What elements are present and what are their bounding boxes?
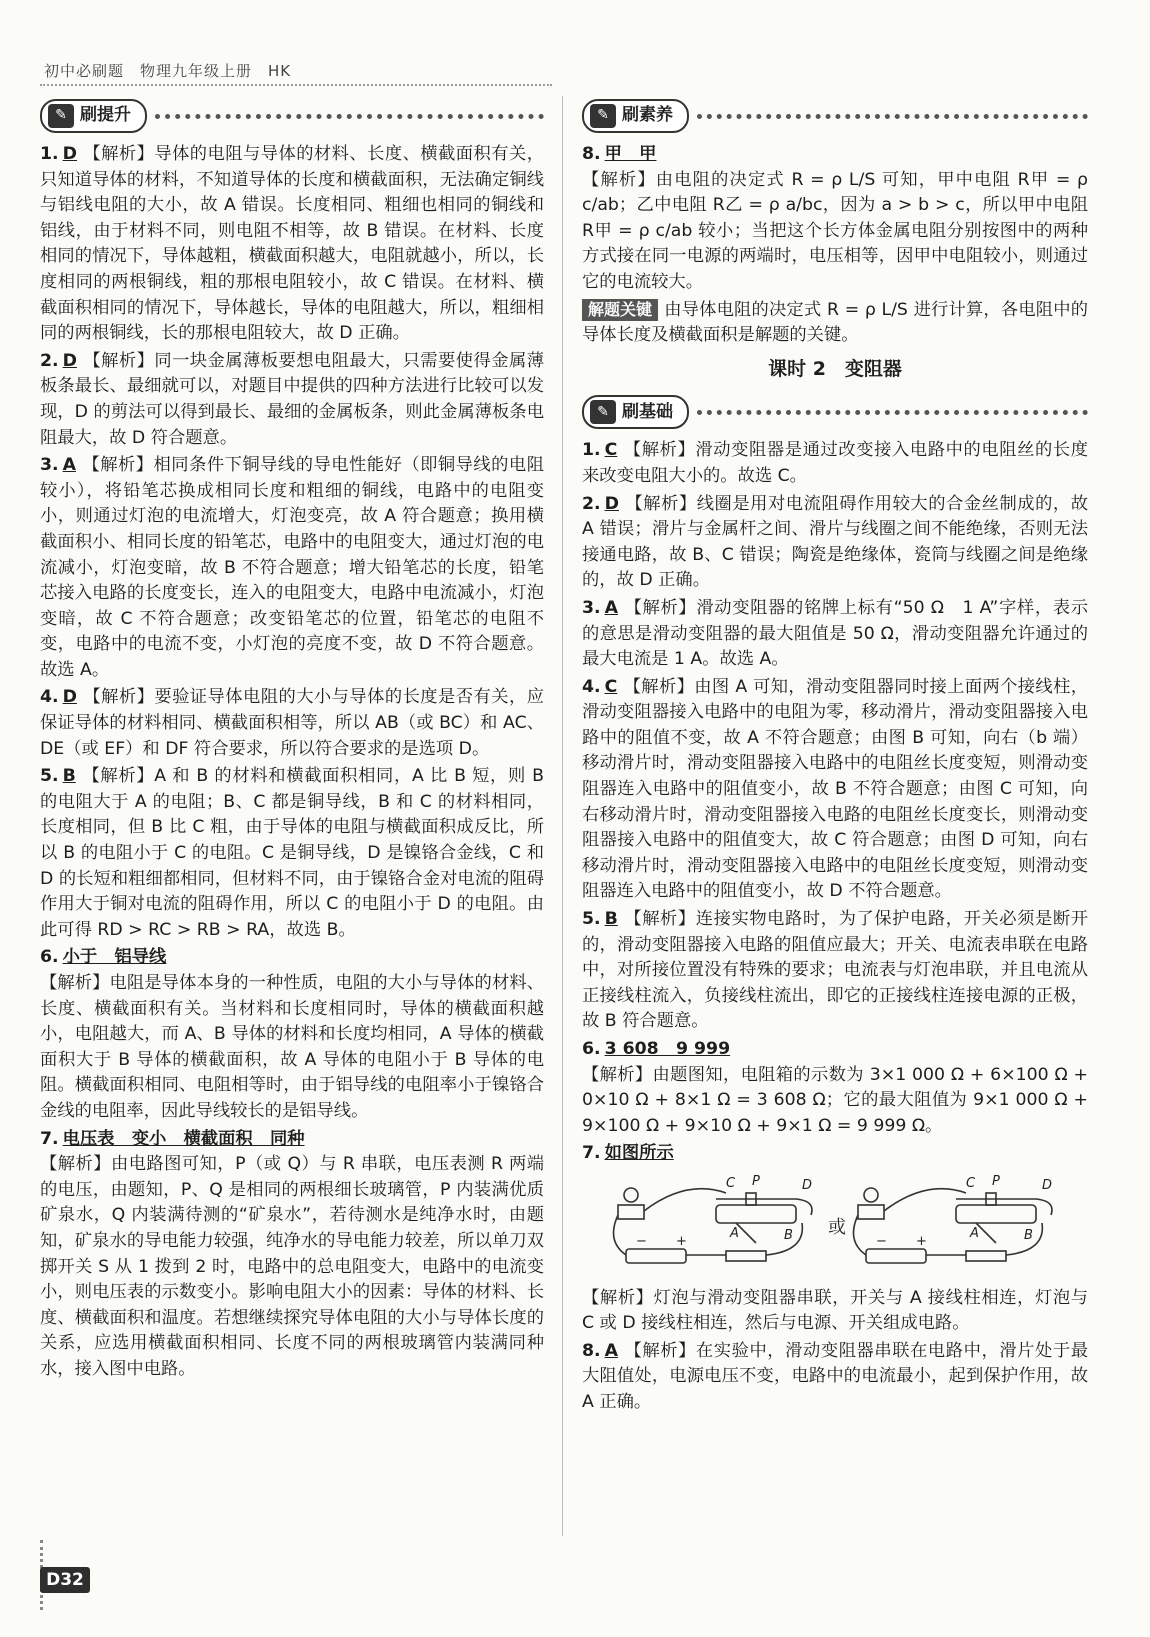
item-number: 5. [40, 766, 59, 787]
answer-item [582, 438, 1088, 489]
answer-item [582, 907, 1088, 1035]
rheostat-coil [956, 1205, 1036, 1223]
item-answer: B [62, 766, 76, 787]
terminal-label-c: C [966, 1175, 976, 1191]
answer-item [582, 492, 1088, 594]
key-point-tag: 解题关键 [582, 299, 658, 321]
item-explanation: 【解析】线圈是用对电流阻碍作用较大的合金丝制成的，故 A 错误；滑片与金属杆之间、滑片与线圈之间不能绝缘，否则无法接通电路，故 B、C 错误；陶瓷是绝缘体，瓷筒与线圈之间是绝缘的，故 D 正确。 [582, 493, 1088, 591]
item-number: 5. [582, 909, 601, 930]
terminal-label-b: B [1024, 1227, 1033, 1243]
column-divider [562, 96, 563, 1536]
wire [854, 1215, 867, 1255]
item-number: 1. [582, 440, 601, 461]
wire [614, 1215, 627, 1255]
section-badge-label: 刷提升 [80, 105, 131, 126]
item-explanation: 【解析】由图 A 可知，滑动变阻器同时接上面两个接线柱，滑动变阻器接入电路中的电阻为零，移动滑片，滑动变阻器接入电路中的阻值不变，故 A 不符合题意；由图 B 可知，向右（b 端）移动滑片时，滑动变阻器接入电路中的电阻丝长度变短，则滑动变阻器连入电路中的阻值变小，故 B 不符合题意；由图 C 可知，向右移动滑片时，滑动变阻器接入电路的电阻丝长度变长，则滑动变阻器接入电路中的阻值变大，故 C 符合题意；由图 D 可知，向右移动滑片时，滑动变阻器接入电路中的电阻丝长度变短，则滑动变阻器连入电路中的阻值变小，故 D 不符合题意。 [582, 676, 1088, 902]
page-header: 初中必刷题 物理九年级上册 HK [44, 62, 292, 80]
page-number: D32 [40, 1567, 90, 1593]
answer-item [582, 142, 1088, 296]
battery [626, 1249, 686, 1263]
item-explanation: 【解析】导体的电阻与导体的材料、长度、横截面积有关，只知道导体的材料，不知道导体的长度和横截面积，无法确定铜线与铝线电阻的大小，故 A 错误。长度相同、粗细也相同的铜线和铝线，由于材料不同，则电阻不相等，故 B 错误。在材料、长度相同的情况下，导体越粗，横截面积越大，电阻就越小，所以，长度相同的两根铜线，粗的那根电阻较小，故 C 错误。在材料、横截面积相同的情况下，导体越长，导体的电阻越大，所以，粗细相同的两根铜线，长的那根电阻较大，故 D 正确。 [40, 144, 544, 344]
item-explanation: 【解析】由电路图可知，P（或 Q）与 R 串联，电压表测 R 两端的电压，由题知，P、Q 是相同的两根细长玻璃管，P 内装满优质矿泉水，Q 内装满待测的“矿泉水”，若待测水是纯净水时，由题知，矿泉水的导电能力较强，纯净水的导电能力较差，所以单刀双掷开关 S 从 1 拨到 2 时，电路中的总电阻变大，电路中的电流变小，则电压表的示数变小。影响电阻大小的因素：导体的材料、长度、横截面积和温度。若想继续探究导体电阻的大小与导体长度的关系，应选用横截面积相同、长度不同的两根玻璃管内装满同种水，接入图中电路。 [40, 1154, 544, 1379]
or-label: 或 [828, 1216, 846, 1238]
wire [976, 1223, 996, 1243]
item-number: 8. [582, 144, 601, 164]
item-answer: D [62, 687, 77, 708]
item-number: 8. [582, 1340, 601, 1361]
section-badge [582, 99, 689, 133]
slider-label-p: P [752, 1173, 760, 1189]
item-answer: 小于 铝导线 [62, 947, 167, 968]
item-number: 2. [582, 493, 601, 514]
item-explanation: 【解析】滑动变阻器的铭牌上标有“50 Ω 1 A”字样，表示的意思是滑动变阻器的最大阻值是 50 Ω，滑动变阻器允许通过的最大电流是 1 A。故选 A。 [582, 597, 1088, 670]
wire [884, 1189, 966, 1211]
item-explanation: 【解析】同一块金属薄板要想电阻最大，只需要使得金属薄板条最长、最细就可以，对题目中提供的四种方法进行比较可以发现，D 的剪法可以得到最长、最细的金属板条，则此金属薄板条电阻最大，故 D 符合题意。 [40, 350, 544, 448]
item-answer: 电压表 变小 横截面积 同种 [62, 1128, 305, 1149]
lamp-bulb [864, 1188, 878, 1202]
terminal-label-c: C [726, 1175, 736, 1191]
item-number: 4. [582, 676, 601, 697]
item-explanation: 【解析】连接实物电路时，为了保护电路，开关必须是断开的，滑动变阻器接入电路的阻值应最大；开关、电流表串联在电路中，对所接位置没有特殊的要求；电流表与灯泡串联，并且电流从正接线柱流入，负接线柱流出，即它的正接线柱连接电源的正极，故 B 符合题意。 [582, 909, 1088, 1032]
item-number: 3. [582, 597, 601, 618]
battery-plus: + [676, 1233, 687, 1249]
item-answer: D [62, 144, 77, 164]
answer-item [582, 675, 1088, 905]
item-answer: A [604, 1340, 618, 1361]
item-answer: 甲 甲 [604, 144, 657, 164]
wire [796, 1199, 812, 1215]
answer-item [40, 142, 544, 347]
item-number: 6. [40, 947, 59, 968]
section-badge [582, 395, 689, 429]
slider-label-p: P [992, 1173, 1000, 1189]
item-answer: C [604, 440, 618, 461]
terminal-label-d: D [802, 1177, 813, 1193]
answer-item [40, 453, 544, 683]
battery-minus: − [636, 1233, 647, 1249]
dotted-rule [155, 114, 544, 119]
section-header-literacy [582, 96, 1088, 136]
item-answer: 3 608 9 999 [604, 1039, 731, 1059]
item-explanation: 【解析】灯泡与滑动变阻器串联，开关与 A 接线柱相连，灯泡与 C 或 D 接线柱相连，然后与电源、开关组成电路。 [582, 1287, 1088, 1334]
item-explanation: 【解析】相同条件下铜导线的导电性能好（即铜导线的电阻较小），将铅笔芯换成相同长度和粗细的铜线，电路中的电阻变小，则通过灯泡的电流增大，灯泡变亮，故 A 符合题意；换用横截面积小、相同长度的铅笔芯，电路中的电阻变大，通过灯泡的电流减小，灯泡变暗，故 B 不符合题意；增大铅笔芯的长度，铅笔芯接入电路的长度变长，连入的电阻变大，电路中电流减小，灯泡变暗，故 C 不符合题意；改变铅笔芯的位置，铅笔芯的电阻不变，电路中的电流不变，小灯泡的亮度不变，故 D 不符合题意。故选 A。 [40, 455, 544, 680]
item-number: 4. [40, 687, 59, 708]
item-answer: A [604, 597, 618, 618]
terminal-label-b: B [784, 1227, 793, 1243]
key-point [582, 298, 1088, 349]
item-explanation: 【解析】电阻是导体本身的一种性质，电阻的大小与导体的材料、长度、横截面积有关。当材料和长度相同时，导体的横截面积越小，电阻越大，而 A、B 导体的材料和长度均相同，A 导体的横截面积大于 B 导体的横截面积，故 A 导体的电阻小于 B 导体的电阻。横截面积相同、电阻相等时，由于铝导线的电阻率小于镍铬合金线的电阻率，因此导线较长的是铝导线。 [40, 973, 544, 1121]
terminal-label-a: A [970, 1225, 979, 1241]
item-answer: B [604, 909, 618, 930]
wire [644, 1189, 726, 1211]
battery-minus: − [876, 1233, 887, 1249]
terminal-label-a: A [730, 1225, 739, 1241]
item-explanation: 【解析】A 和 B 的材料和横截面积相同，A 比 B 短，则 B 的电阻大于 A 的电阻；B、C 都是铜导线，B 和 C 的材料相同，长度相同，但 B 比 C 粗，由于导体的电阻与横截面积成反比，所以 B 的电阻小于 C 的电阻。C 是铜导线，D 是镍铬合金线，C 和 D 的长短和粗细都相同，但材料不同，由于镍铬合金对电流的阻碍作用大于铜对电流的阻碍作用，所以 C 的电阻小于 D 的电阻。由此可得 RD > RC > RB > RA，故选 B。 [40, 766, 544, 940]
section-badge [40, 99, 147, 133]
lamp-base [618, 1205, 644, 1219]
item-answer: D [604, 493, 619, 514]
right-column [582, 96, 1088, 1418]
answer-item [582, 596, 1088, 673]
wire [1036, 1199, 1052, 1215]
lamp-bulb [624, 1188, 638, 1202]
switch [966, 1251, 1006, 1261]
book-icon: ✎ [590, 104, 616, 128]
dotted-rule [697, 114, 1088, 119]
item-answer: A [62, 455, 76, 476]
answer-item [40, 945, 544, 1124]
lamp-base [858, 1205, 884, 1219]
header-rule [40, 84, 552, 86]
wire [736, 1223, 756, 1243]
item-answer: C [604, 676, 618, 697]
section-badge-label: 刷素养 [622, 105, 673, 126]
answer-item [582, 1339, 1088, 1416]
switch [726, 1251, 766, 1261]
item-explanation: 【解析】由电阻的决定式 R = ρ L/S 可知，甲中电阻 R甲 = ρ c/ab；乙中电阻 R乙 = ρ a/bc，因为 a > b > c，所以甲中电阻 R甲 = ρ c/ab 较小；当把这个长方体金属电阻分别按图中的两种方式接在同一电源的两端时，电压相等，因甲中电阻较小，则通过它的电流较大。 [582, 169, 1088, 292]
battery-plus: + [916, 1233, 927, 1249]
circuit-diagram-left [614, 1188, 813, 1263]
item-answer: D [62, 350, 77, 371]
answer-item [582, 1037, 1088, 1139]
answer-item [40, 349, 544, 451]
lesson-title: 课时 2 变阻器 [768, 357, 902, 380]
section-header-basic [582, 392, 1088, 432]
item-number: 1. [40, 144, 59, 164]
item-number: 6. [582, 1039, 601, 1059]
left-column [40, 96, 544, 1385]
item-number: 2. [40, 350, 59, 371]
item-number: 7. [40, 1128, 59, 1149]
answer-item [40, 764, 544, 943]
section-badge-label: 刷基础 [622, 401, 673, 422]
book-icon: ✎ [48, 104, 74, 128]
terminal-label-d: D [1042, 1177, 1053, 1193]
item-explanation: 【解析】要验证导体电阻的大小与导体的长度是否有关，应保证导体的材料相同、横截面积相等，所以 AB（或 BC）和 AC、DE（或 EF）和 DF 符合要求，所以符合要求的是选项 D。 [40, 687, 544, 759]
circuit-diagram-right [854, 1188, 1053, 1263]
item-number: 7. [582, 1143, 601, 1164]
item-explanation: 【解析】在实验中，滑动变阻器串联在电路中，滑片处于最大阻值处，电源电压不变，电路中的电流最小，起到保护作用，故 A 正确。 [582, 1340, 1088, 1412]
item-answer: 如图所示 [604, 1143, 674, 1164]
item-number: 3. [40, 455, 59, 476]
battery [866, 1249, 926, 1263]
item-explanation: 【解析】滑动变阻器是通过改变接入电路中的电阻丝的长度来改变电阻大小的。故选 C。 [582, 440, 1088, 486]
answer-item [40, 685, 544, 762]
answer-item [582, 1141, 1088, 1336]
section-header-improve [40, 96, 544, 136]
dotted-rule [697, 410, 1088, 415]
circuit-figure [606, 1171, 1076, 1271]
item-explanation: 【解析】由题图知，电阻箱的示数为 3×1 000 Ω + 6×100 Ω + 0×10 Ω + 8×1 Ω = 3 608 Ω；它的最大阻值为 9×1 000 Ω + 9×100 Ω + 9×10 Ω + 9×1 Ω = 9 999 Ω。 [582, 1064, 1088, 1136]
rheostat-coil [716, 1205, 796, 1223]
book-icon: ✎ [590, 400, 616, 424]
answer-item [40, 1127, 544, 1383]
key-point-text: 由导体电阻的决定式 R = ρ L/S 进行计算，各电阻中的导体长度及横截面积是解题的关键。 [582, 299, 1088, 346]
